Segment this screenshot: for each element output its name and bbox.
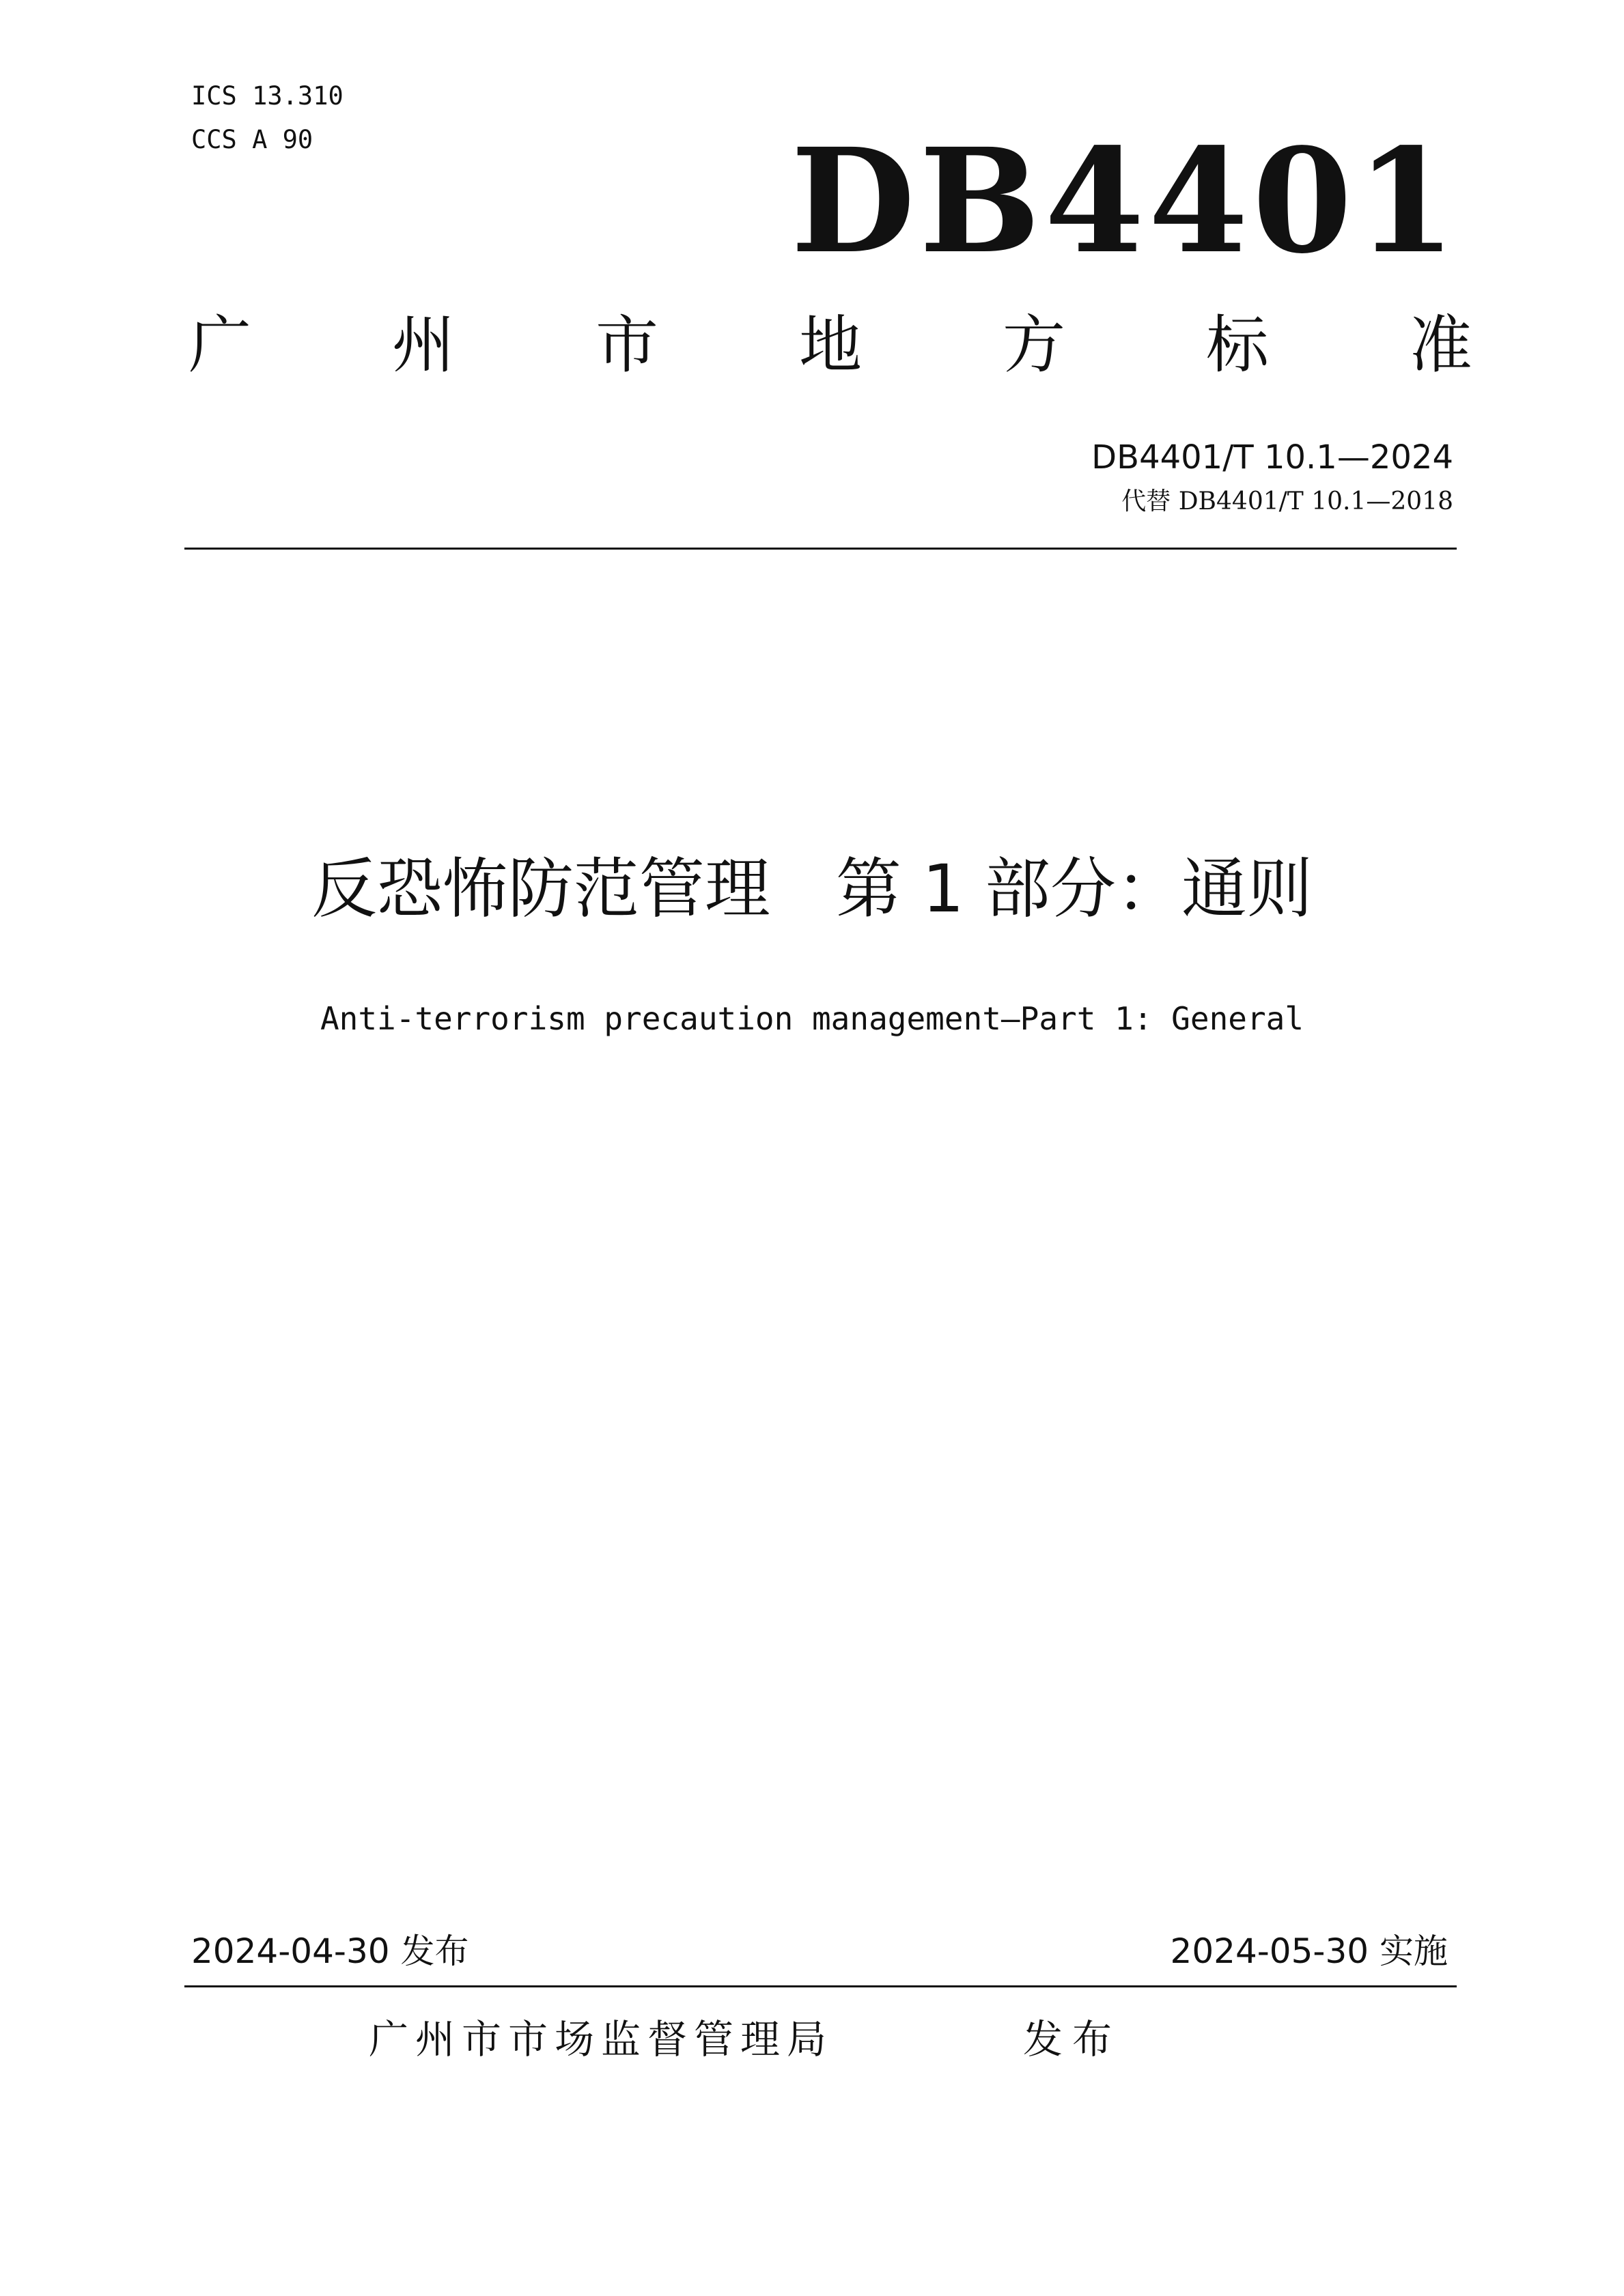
document-title-english: Anti-terrorism precaution management—Part 1: General bbox=[320, 1000, 1304, 1037]
standard-type-char: 州 bbox=[391, 309, 455, 382]
standard-code-heading: DB4401 bbox=[790, 117, 1460, 285]
replaces-standard: 代替 DB4401/T 10.1—2018 bbox=[1121, 487, 1453, 515]
standard-type-char: 准 bbox=[1409, 309, 1472, 382]
ics-code: ICS 13.310 bbox=[191, 81, 344, 111]
standard-type-char: 方 bbox=[1002, 309, 1065, 382]
standard-type-char: 地 bbox=[798, 309, 862, 382]
standard-type-heading bbox=[188, 309, 1472, 382]
ccs-code: CCS A 90 bbox=[191, 125, 313, 154]
publisher-action: 发布 bbox=[1023, 2016, 1122, 2063]
publisher-name: 广州市市场监督管理局 bbox=[369, 2016, 834, 2063]
document-title-chinese: 反恐怖防范管理 第 1 部分：通则 bbox=[311, 851, 1313, 927]
standard-type-char: 广 bbox=[188, 309, 252, 382]
implementation-date: 2024-05-30 实施 bbox=[1170, 1931, 1448, 1971]
header-divider bbox=[184, 548, 1457, 550]
standard-type-char: 标 bbox=[1205, 309, 1269, 382]
standard-type-char: 市 bbox=[595, 309, 658, 382]
standard-number: DB4401/T 10.1—2024 bbox=[1091, 438, 1453, 477]
footer-divider bbox=[184, 1985, 1457, 1987]
issue-date: 2024-04-30 发布 bbox=[191, 1931, 469, 1971]
